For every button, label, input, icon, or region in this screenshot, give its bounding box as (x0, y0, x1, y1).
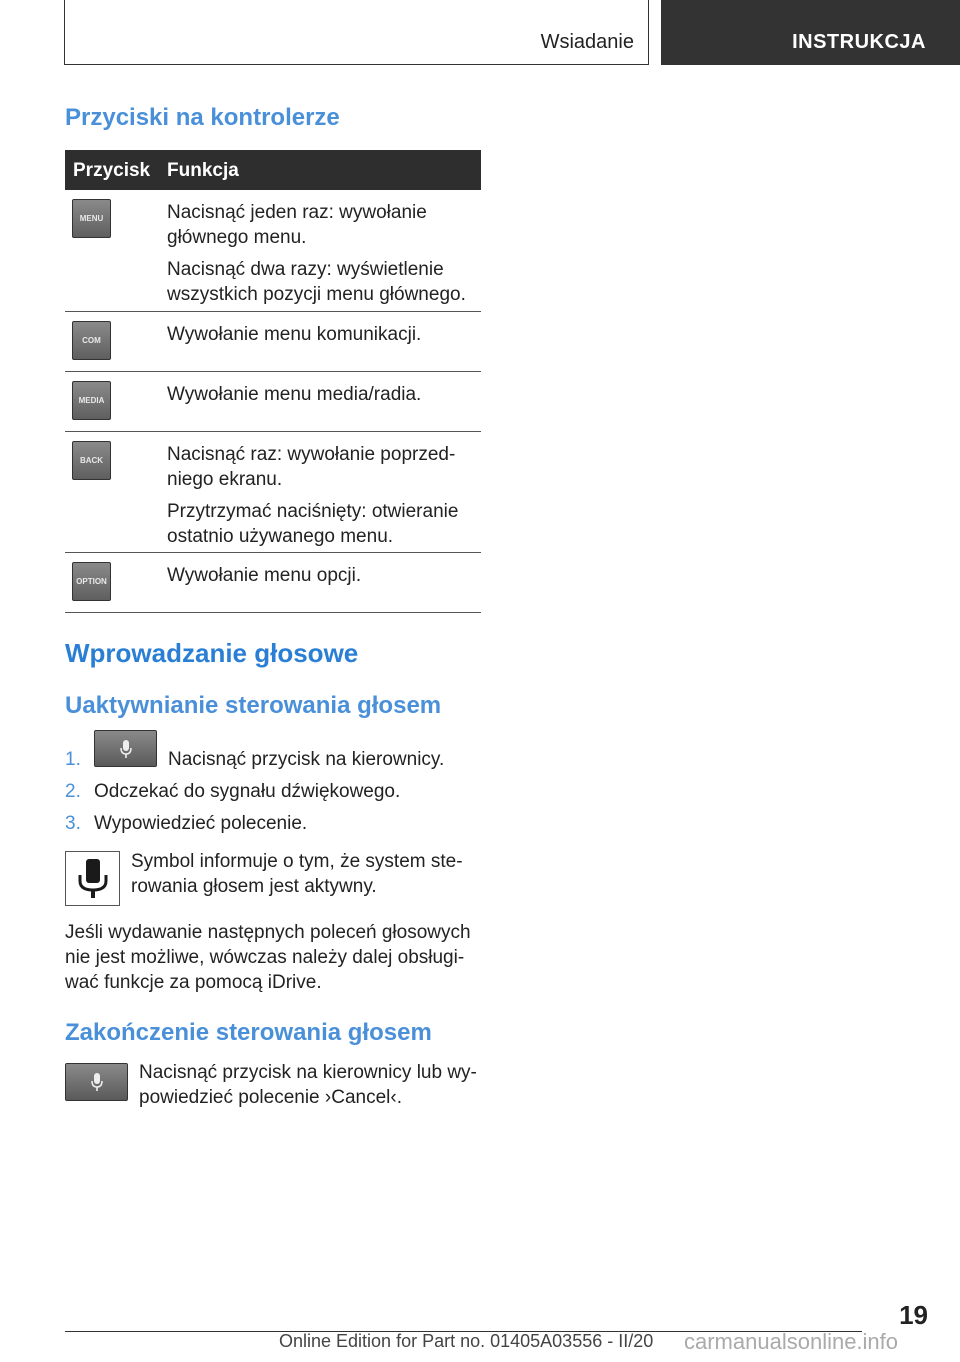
steering-voice-button-icon (65, 1063, 128, 1101)
function-text: Wywołanie menu komunikacji. (167, 324, 422, 345)
back-button-icon: BACK (72, 441, 111, 480)
step-number: 1. (65, 749, 81, 770)
step-number: 2. (65, 781, 81, 802)
table-row (65, 432, 481, 553)
function-cell (167, 200, 479, 307)
step-number: 3. (65, 813, 81, 834)
step-text: Wypowiedzieć polecenie. (94, 813, 308, 834)
media-button-icon: MEDIA (72, 381, 111, 420)
table-row (65, 372, 481, 432)
steering-voice-button-icon (94, 730, 157, 767)
function-cell (167, 563, 479, 588)
com-button-icon: COM (72, 321, 111, 360)
table-header (65, 150, 481, 190)
table-row (65, 553, 481, 613)
controller-buttons-table (65, 150, 481, 613)
footer-edition: Online Edition for Part no. 01405A03556 - II/20 (279, 1331, 654, 1351)
function-text: Nacisnąć dwa razy: wyświetlenie wszystkich pozycji menu głównego. (167, 259, 466, 305)
header-chapter-title: INSTRUKCJA (792, 31, 926, 53)
function-text: Nacisnąć jeden raz: wywołanie głównego menu. (167, 202, 427, 248)
menu-button-icon: MENU (72, 199, 111, 238)
function-text: Nacisnąć raz: wywołanie poprzed-niego ekranu. (167, 444, 456, 490)
header-section-title: Wsiadanie (540, 31, 634, 53)
table-row (65, 312, 481, 372)
option-button-icon: OPTION (72, 562, 111, 601)
page-number: 19 (899, 1300, 928, 1330)
step-text: Nacisnąć przycisk na kierownicy. (168, 749, 445, 770)
step-text: Odczekać do sygnału dźwiękowego. (94, 781, 401, 802)
idrive-note: Jeśli wydawanie następnych poleceń głosowych nie jest możliwe, wówczas należy dalej obsługi-wać funkcje za pomocą iDrive. (65, 922, 471, 993)
end-note: Nacisnąć przycisk na kierownicy lub wy-powiedzieć polecenie ›Cancel‹. (139, 1062, 477, 1108)
function-text: Wywołanie menu opcji. (167, 565, 362, 586)
function-cell (167, 382, 479, 407)
voice-active-symbol (65, 851, 120, 906)
table-row (65, 190, 481, 312)
symbol-note: Symbol informuje o tym, że system ste-rowania głosem jest aktywny. (131, 851, 463, 897)
column-header-button: Przycisk (73, 160, 151, 181)
voice-activate-title: Uaktywnianie sterowania głosem (65, 692, 442, 719)
footer-watermark: carmanualsonline.info (684, 1329, 899, 1354)
function-text: Wywołanie menu media/radia. (167, 384, 422, 405)
function-cell (167, 322, 479, 347)
voice-section-title: Wprowadzanie głosowe (65, 638, 359, 668)
function-cell (167, 442, 479, 549)
microphone-icon (74, 857, 112, 901)
column-header-function: Funkcja (167, 160, 239, 181)
voice-end-title: Zakończenie sterowania głosem (65, 1019, 432, 1046)
function-text: Przytrzymać naciśnięty: otwieranie ostatnio używanego menu. (167, 501, 459, 547)
controller-section-title: Przyciski na kontrolerze (65, 104, 340, 131)
header-section-tab (64, 0, 649, 65)
header-chapter-tab (661, 0, 960, 65)
